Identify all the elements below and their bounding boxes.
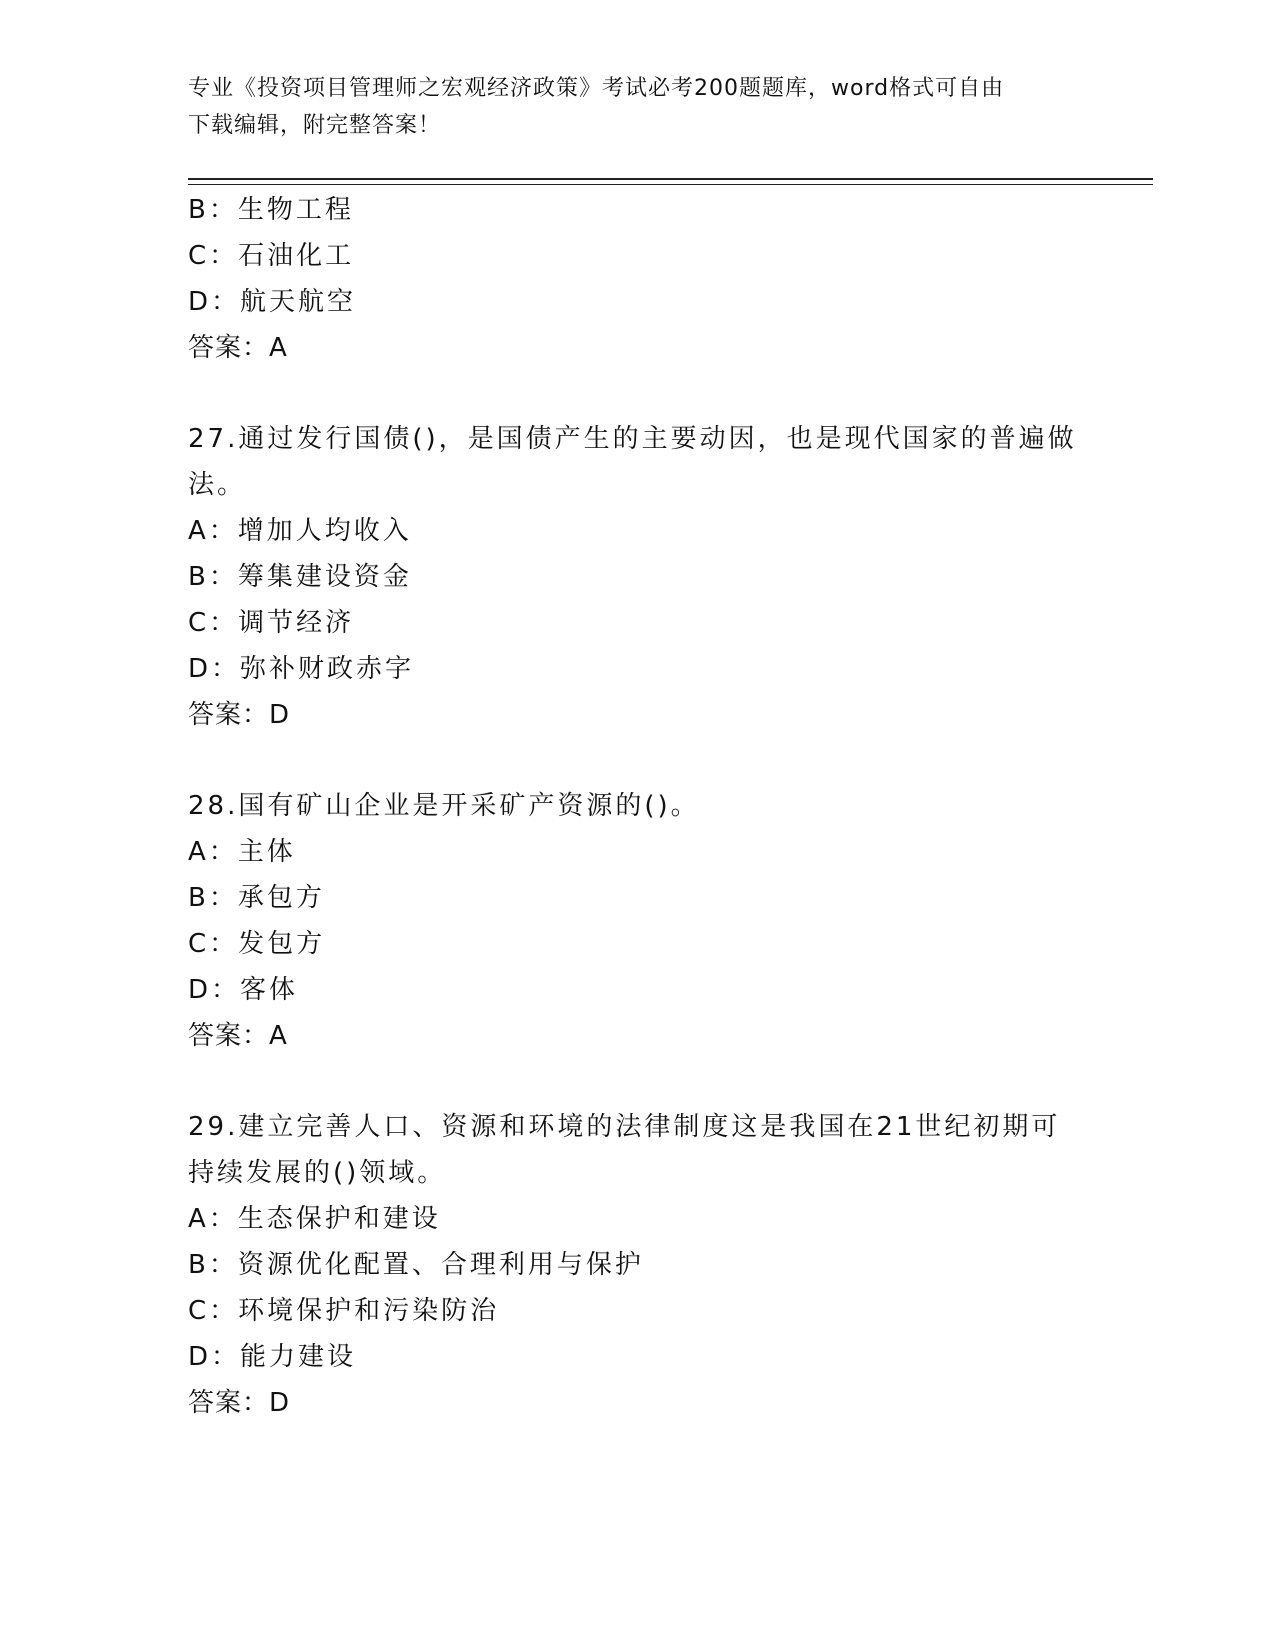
- answer: 答案：A: [188, 1021, 288, 1051]
- question-text-line: 持续发展的()领域。: [188, 1158, 447, 1188]
- question-text-line: 28.国有矿山企业是开采矿产资源的()。: [188, 791, 700, 821]
- question-text-line: 29.建立完善人口、资源和环境的法律制度这是我国在21世纪初期可: [188, 1112, 1061, 1142]
- option-a: A：主体: [188, 837, 296, 867]
- option-b: B：生物工程: [188, 195, 354, 225]
- option-a: A：生态保护和建设: [188, 1204, 441, 1234]
- header-line-2: 下载编辑，附完整答案！: [188, 113, 442, 138]
- option-b: B：筹集建设资金: [188, 562, 412, 592]
- answer: 答案：D: [188, 1388, 291, 1418]
- option-c: C：调节经济: [188, 608, 355, 638]
- answer: 答案：D: [188, 700, 291, 730]
- answer: 答案：A: [188, 333, 288, 363]
- option-d: D：客体: [188, 975, 299, 1005]
- question-list: [188, 187, 1088, 1426]
- question-28: [188, 783, 1088, 1059]
- question-26-continued: [188, 187, 1088, 371]
- question-text-line: 法。: [188, 470, 247, 500]
- option-b: B：承包方: [188, 883, 325, 913]
- question-text-line: 27.通过发行国债()，是国债产生的主要动因，也是现代国家的普遍做: [188, 424, 1077, 454]
- question-27: [188, 416, 1088, 738]
- option-d: D：航天航空: [188, 287, 357, 317]
- header-line-1: 专业《投资项目管理师之宏观经济政策》考试必考200题题库，word格式可自由: [188, 76, 1005, 101]
- header-divider-thick: [188, 178, 1153, 180]
- option-b: B：资源优化配置、合理利用与保护: [188, 1250, 644, 1280]
- option-d: D：弥补财政赤字: [188, 654, 415, 684]
- header-divider-thin: [188, 184, 1153, 185]
- option-a: A：增加人均收入: [188, 516, 412, 546]
- option-d: D：能力建设: [188, 1342, 357, 1372]
- option-c: C：环境保护和污染防治: [188, 1296, 500, 1326]
- option-c: C：发包方: [188, 929, 326, 959]
- question-29: [188, 1104, 1088, 1426]
- option-c: C：石油化工: [188, 241, 355, 271]
- document-header: [188, 70, 1068, 144]
